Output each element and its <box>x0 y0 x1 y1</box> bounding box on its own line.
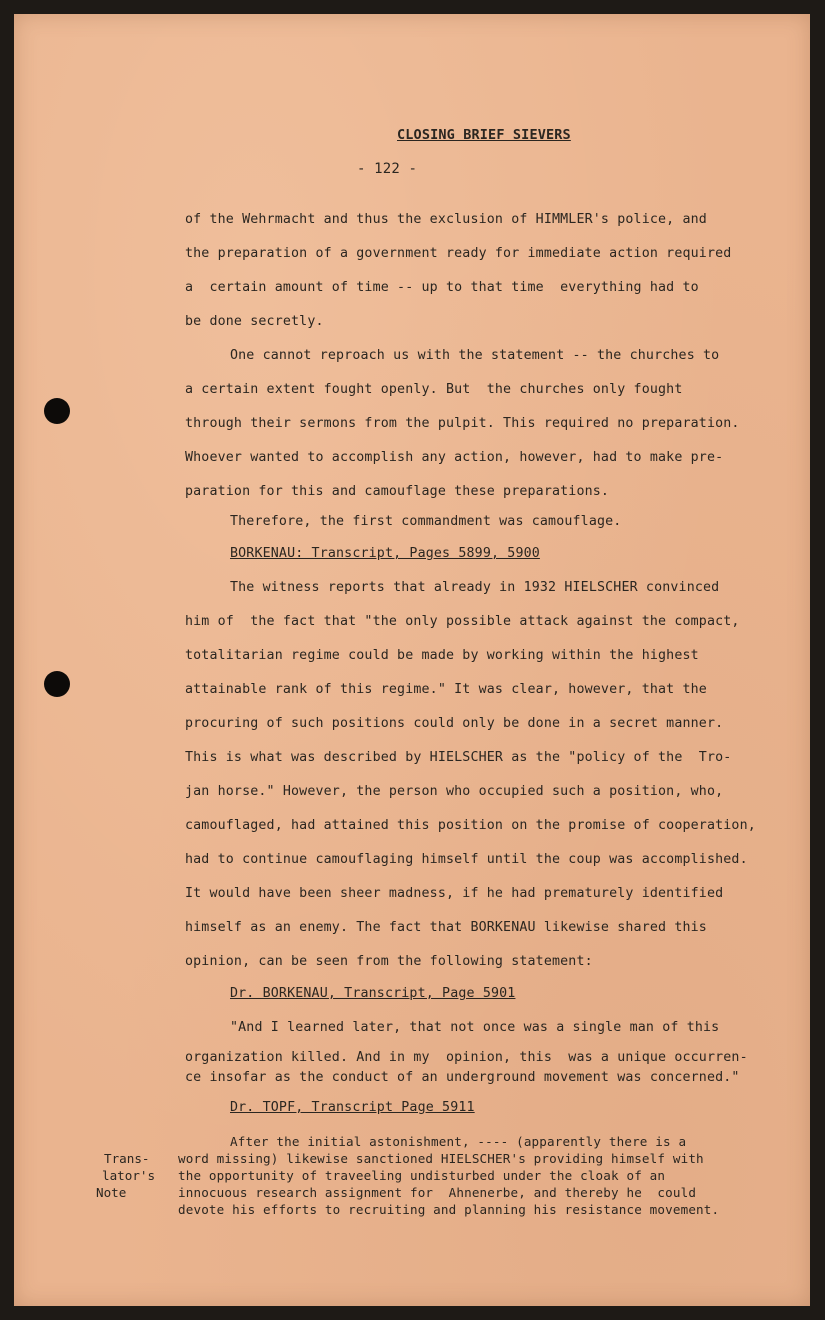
citation-heading: Dr. TOPF, Transcript Page 5911 <box>230 1100 475 1115</box>
note-line: innocuous research assignment for Ahnenerbe, and thereby he could <box>178 1185 697 1200</box>
body-line: procuring of such positions could only be done in a secret manner. <box>185 716 724 731</box>
body-line: camouflaged, had attained this position on the promise of cooperation, <box>185 818 756 833</box>
punch-hole <box>44 398 70 424</box>
body-line: This is what was described by HIELSCHER as the "policy of the Tro- <box>185 750 732 765</box>
body-line: be done secretly. <box>185 314 324 329</box>
body-line: paration for this and camouflage these preparations. <box>185 484 610 499</box>
body-line: the preparation of a government ready for immediate action required <box>185 246 732 261</box>
body-line: through their sermons from the pulpit. This required no preparation. <box>185 416 740 431</box>
citation-heading: BORKENAU: Transcript, Pages 5899, 5900 <box>230 546 540 561</box>
document-title: CLOSING BRIEF SIEVERS <box>397 127 571 143</box>
body-line: attainable rank of this regime." It was clear, however, that the <box>185 682 707 697</box>
quote-line: ce insofar as the conduct of an underground movement was concerned." <box>185 1070 740 1085</box>
body-line: One cannot reproach us with the statement -- the churches to <box>230 348 720 363</box>
citation-heading: Dr. BORKENAU, Transcript, Page 5901 <box>230 986 516 1001</box>
body-line: opinion, can be seen from the following statement: <box>185 954 593 969</box>
note-line: devote his efforts to recruiting and planning his resistance movement. <box>178 1202 720 1217</box>
body-line: It would have been sheer madness, if he had prematurely identified <box>185 886 724 901</box>
body-line: The witness reports that already in 1932 HIELSCHER convinced <box>230 580 720 595</box>
body-line: totalitarian regime could be made by working within the highest <box>185 648 699 663</box>
quote-line: "And I learned later, that not once was a single man of this <box>230 1020 720 1035</box>
body-line: him of the fact that "the only possible attack against the compact, <box>185 614 740 629</box>
note-line: After the initial astonishment, ---- (apparently there is a <box>230 1134 687 1149</box>
quote-line: organization killed. And in my opinion, this was a unique occurren- <box>185 1050 748 1065</box>
note-line: word missing) likewise sanctioned HIELSCHER's providing himself with <box>178 1151 704 1166</box>
body-line: a certain extent fought openly. But the churches only fought <box>185 382 683 397</box>
body-line: had to continue camouflaging himself until the coup was accomplished. <box>185 852 748 867</box>
body-line: himself as an enemy. The fact that BORKENAU likewise shared this <box>185 920 707 935</box>
margin-note-line: lator's <box>102 1168 156 1183</box>
body-line: a certain amount of time -- up to that time everything had to <box>185 280 699 295</box>
body-line: Therefore, the first commandment was camouflage. <box>230 514 622 529</box>
note-line: the opportunity of traveeling undisturbed under the cloak of an <box>178 1168 666 1183</box>
punch-hole <box>44 671 70 697</box>
page-number: - 122 - <box>357 161 418 177</box>
margin-note-line: Trans- <box>104 1151 150 1166</box>
body-line: Whoever wanted to accomplish any action, however, had to make pre- <box>185 450 724 465</box>
body-line: of the Wehrmacht and thus the exclusion of HIMMLER's police, and <box>185 212 707 227</box>
margin-note-line: Note <box>96 1185 127 1200</box>
body-line: jan horse." However, the person who occupied such a position, who, <box>185 784 724 799</box>
